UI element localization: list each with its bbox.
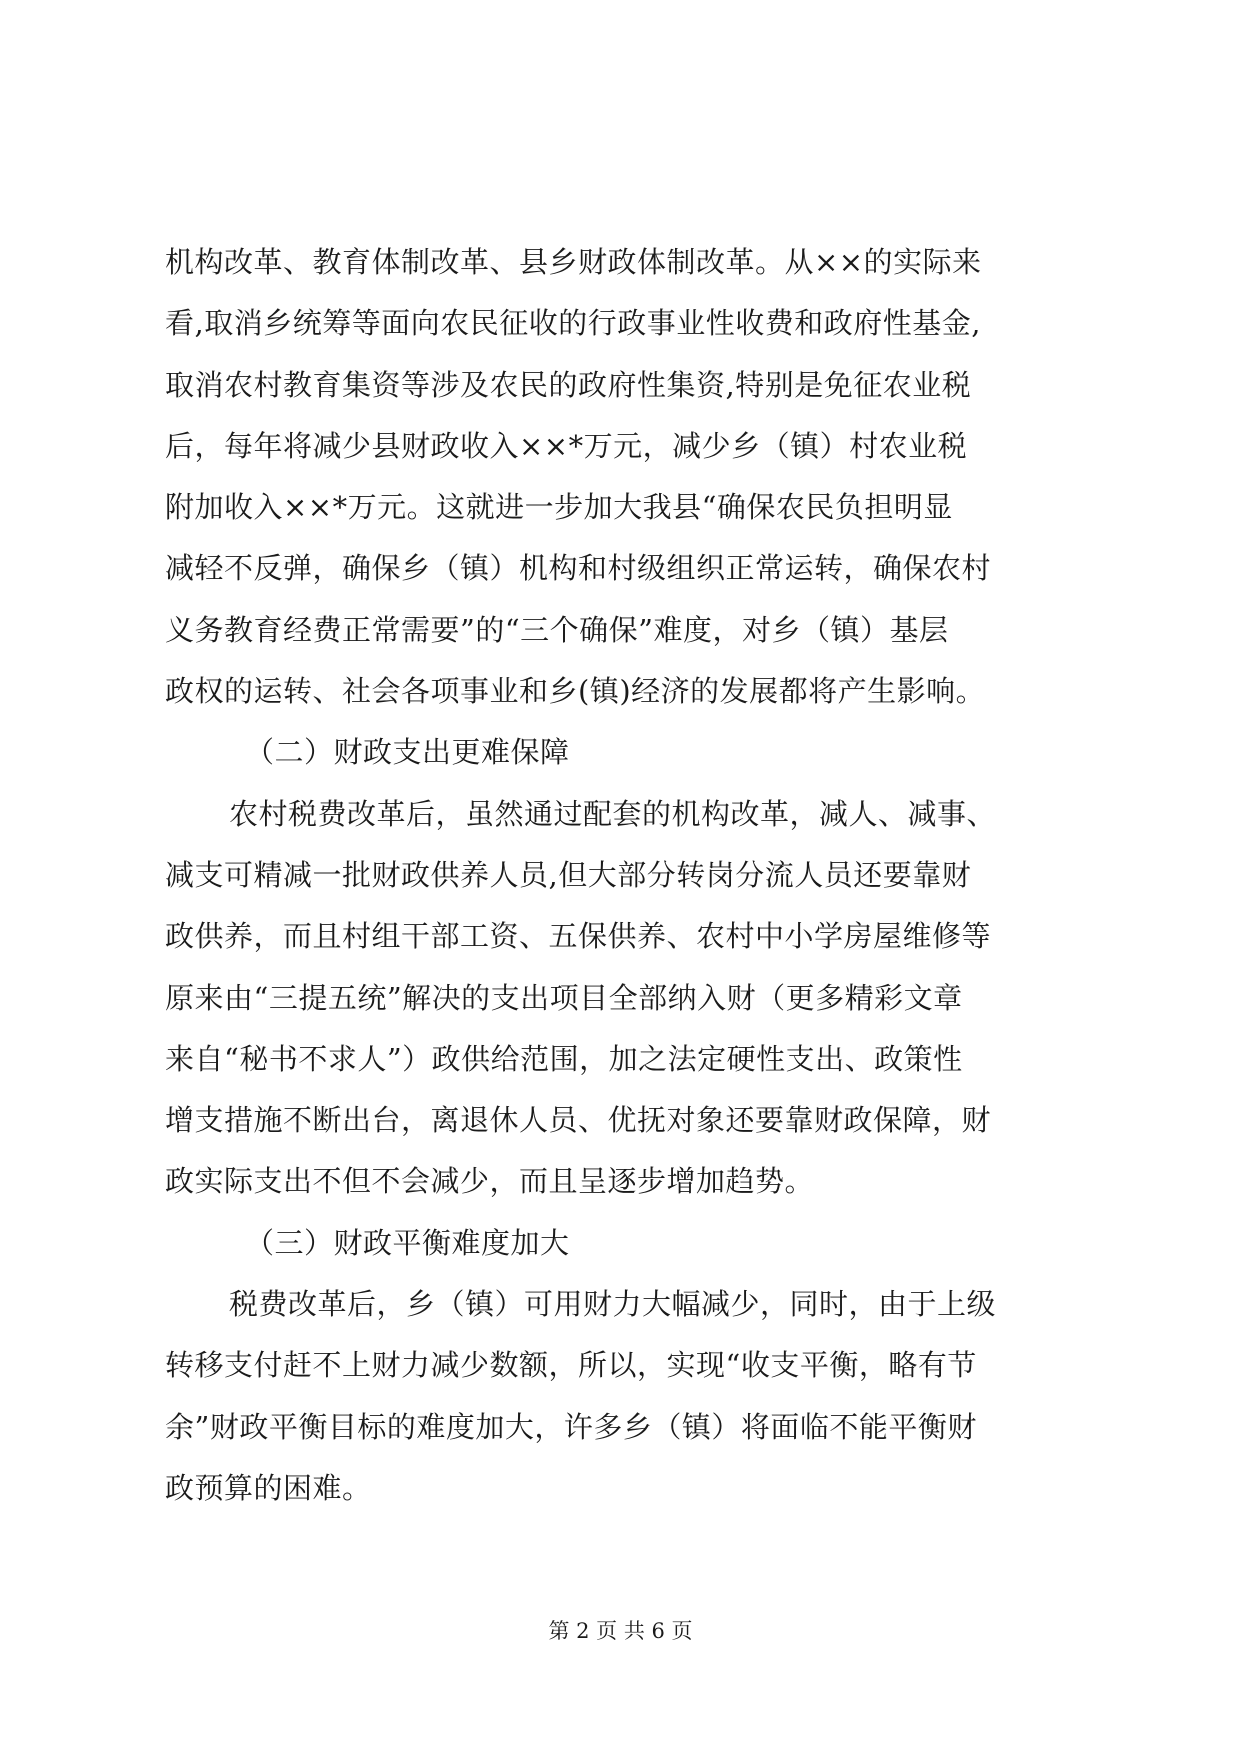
paragraph-line: 政权的运转、社会各项事业和乡(镇)经济的发展都将产生影响。 [165,674,986,709]
paragraph-line: 农村税费改革后，虽然通过配套的机构改革，减人、减事、 [229,796,997,831]
paragraph-line: 税费改革后，乡（镇）可用财力大幅减少，同时，由于上级 [229,1287,997,1322]
paragraph-line: 机构改革、教育体制改革、县乡财政体制改革。从××的实际来 [165,245,982,279]
paragraph-line: 余”财政平衡目标的难度加大，许多乡（镇）将面临不能平衡财 [165,1409,977,1444]
paragraph-line: 来自“秘书不求人”）政供给范围，加之法定硬性支出、政策性 [165,1041,963,1076]
paragraph-line: 政实际支出不但不会减少，而且呈逐步增加趋势。 [165,1164,815,1199]
page-footer [0,1616,1241,1646]
paragraph-line: 增支措施不断出台，离退休人员、优抚对象还要靠财政保障，财 [165,1103,992,1138]
paragraph-line: 附加收入××*万元。这就进一步加大我县“确保农民负担明显 [165,490,953,525]
paragraph-line: 政供养，而且村组干部工资、五保供养、农村中小学房屋维修等 [165,919,992,954]
section-heading: （二）财政支出更难保障 [245,735,570,770]
paragraph-line: 后，每年将减少县财政收入××*万元，减少乡（镇）村农业税 [165,428,968,463]
paragraph-line: 看,取消乡统筹等面向农民征收的行政事业性收费和政府性基金, [165,306,981,341]
paragraph-line: 转移支付赶不上财力减少数额，所以，实现“收支平衡，略有节 [165,1348,977,1383]
paragraph-line: 减支可精减一批财政供养人员,但大部分转岗分流人员还要靠财 [165,857,972,892]
section-heading: （三）财政平衡难度加大 [245,1225,570,1260]
paragraph-line: 减轻不反弹，确保乡（镇）机构和村级组织正常运转，确保农村 [165,551,992,586]
paragraph-line: 原来由“三提五统”解决的支出项目全部纳入财（更多精彩文章 [165,980,963,1015]
document-body [165,232,1125,1519]
page-number-label: 第 2 页 共 6 页 [548,1619,693,1643]
paragraph-line: 取消农村教育集资等涉及农民的政府性集资,特别是免征农业税 [165,367,972,402]
paragraph-line: 义务教育经费正常需要”的“三个确保”难度，对乡（镇）基层 [165,612,949,647]
paragraph-line: 政预算的困难。 [165,1470,372,1505]
